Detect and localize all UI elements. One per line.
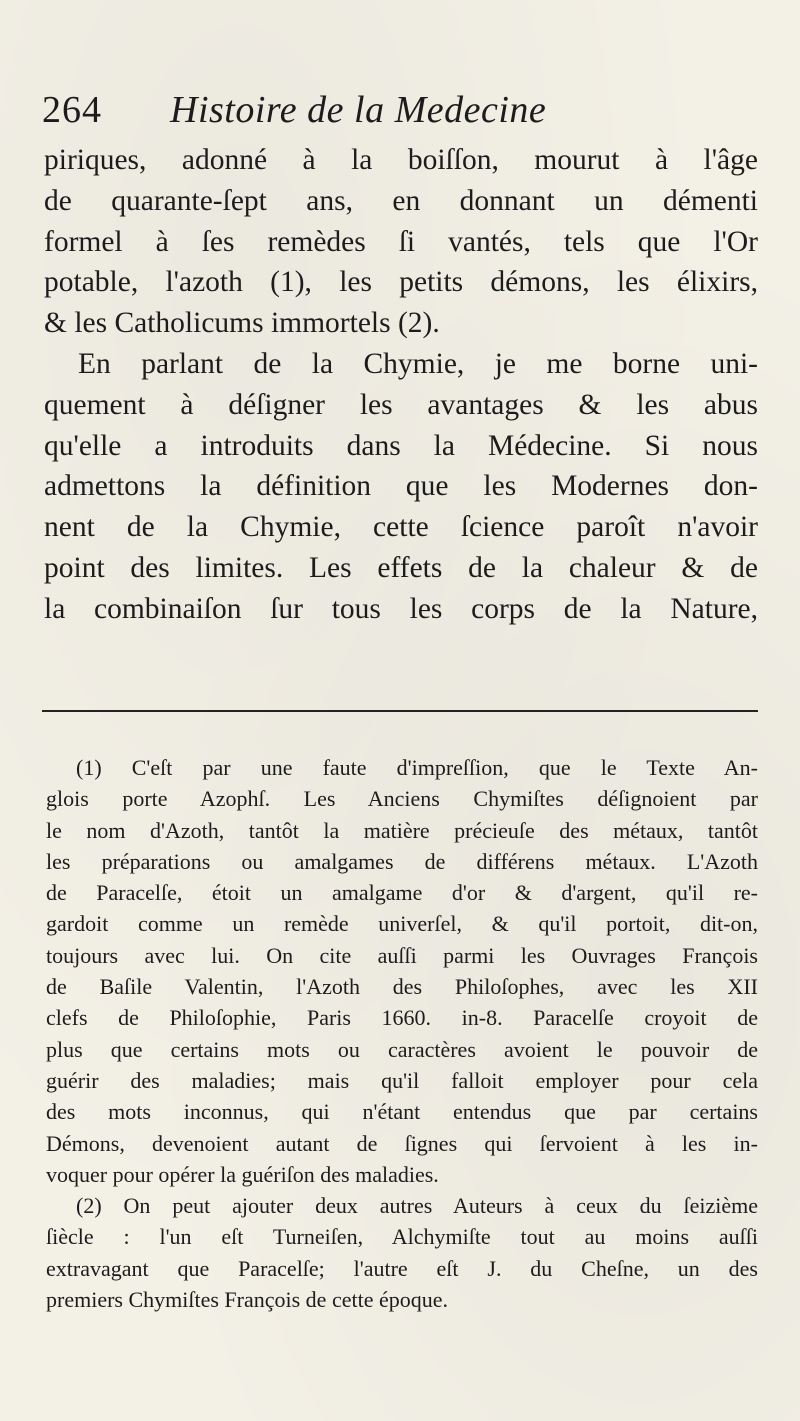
page-number: 264 [42, 89, 102, 131]
text-line: nent de la Chymie, cette ſcience paroît n'avoir [44, 511, 758, 544]
footnote-line: toujours avec lui. On cite auſſi parmi les Ouvrages François [46, 942, 758, 968]
footnote-line: voquer pour opérer la guériſon des maladies. [46, 1161, 439, 1187]
main-text [44, 140, 758, 630]
footnote-line: Démons, devenoient autant de ſignes qui ſervoient à les in- [46, 1130, 758, 1156]
text-line: potable, l'azoth (1), les petits démons, les élixirs, [44, 266, 758, 299]
footnote-line: de Paracelſe, étoit un amalgame d'or & d'argent, qu'il re- [46, 880, 758, 906]
footnote-line: guérir des maladies; mais qu'il falloit employer pour cela [46, 1067, 758, 1093]
text-line: En parlant de la Chymie, je me borne uni- [78, 347, 758, 380]
footnote-line: plus que certains mots ou caractères avoient le pouvoir de [46, 1036, 758, 1062]
footnote-line: ſiècle : l'un eſt Turneiſen, Alchymiſte tout au moins auſſi [46, 1224, 758, 1250]
page-header [42, 84, 762, 136]
text-line: la combinaiſon ſur tous les corps de la Nature, [44, 592, 758, 625]
text-line: qu'elle a introduits dans la Médecine. Si nous [44, 429, 758, 462]
footnote-line: les préparations ou amalgames de différens métaux. L'Azoth [46, 848, 758, 874]
footnote-line: (1) C'eſt par une faute d'impreſſion, que le Texte An- [76, 755, 758, 780]
footnote-line: de Baſile Valentin, l'Azoth des Philoſophes, avec les XII [46, 974, 758, 1000]
footnote-line: (2) On peut ajouter deux autres Auteurs à ceux du ſeizième [76, 1193, 758, 1219]
text-line: & les Catholicums immortels (2). [44, 307, 440, 340]
footnote-line: clefs de Philoſophie, Paris 1660. in-8. Paracelſe croyoit de [46, 1005, 758, 1031]
text-line: quement à déſigner les avantages & les abus [44, 388, 758, 421]
footnote-line: le nom d'Azoth, tantôt la matière précieuſe des métaux, tantôt [46, 817, 758, 843]
footnotes [46, 752, 758, 1315]
text-line: de quarante-ſept ans, en donnant un démenti [44, 184, 758, 217]
text-line: point des limites. Les effets de la chaleur & de [44, 551, 758, 584]
footnote-line: gardoit comme un remède univerſel, & qu'il portoit, dit-on, [46, 911, 758, 937]
text-line: admettons la définition que les Modernes don- [44, 470, 758, 503]
text-line: piriques, adonné à la boiſſon, mourut à l'âge [44, 144, 758, 176]
running-title: Histoire de la Medecine [170, 89, 547, 131]
footnote-divider [42, 710, 758, 712]
footnote-line: extravagant que Paracelſe; l'autre eſt J. du Cheſne, un des [46, 1255, 758, 1281]
footnote-line: premiers Chymiſtes François de cette époque. [46, 1287, 448, 1313]
footnote-line: glois porte Azophſ. Les Anciens Chymiſtes déſignoient par [46, 786, 758, 812]
text-line: formel à ſes remèdes ſi vantés, tels que l'Or [44, 225, 758, 258]
footnote-line: des mots inconnus, qui n'étant entendus que par certains [46, 1099, 758, 1125]
